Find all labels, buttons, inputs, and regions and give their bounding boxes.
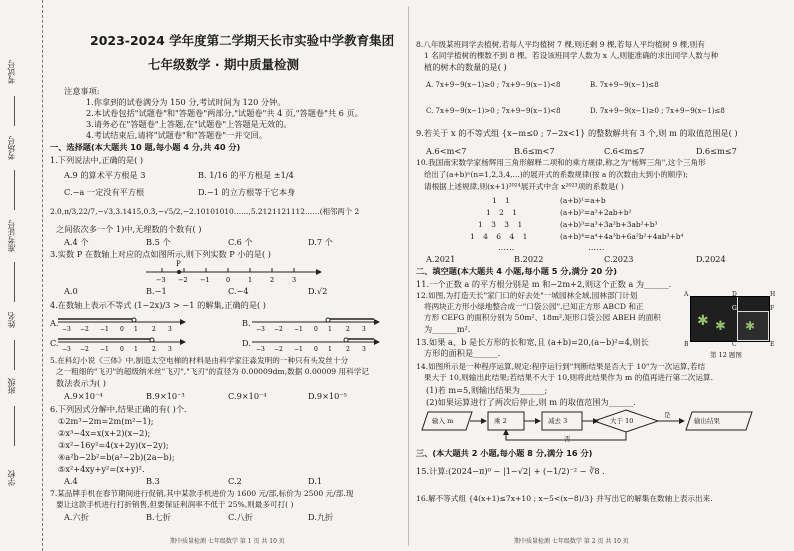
q1-option-d: D.−1 的立方根等于它本身 [198, 187, 296, 197]
q8-option-d: D. 7x+9−9(x−1)≥0 ; 7x+9−9(x−1)≤8 [590, 107, 725, 115]
q4-option-a-line [58, 314, 188, 332]
svg-text:−3: −3 [62, 346, 71, 353]
plant-icon: ✱ [715, 319, 726, 334]
svg-text:−2: −2 [274, 326, 283, 333]
expansion-dots: …… [588, 242, 605, 252]
q6-option-a: A.4 [64, 476, 78, 486]
q3-number-line [146, 262, 326, 284]
q2-option-c: C.6 个 [228, 237, 253, 247]
note-4: 4.考试结束后,请将"试题卷"和"答题卷"一并交回。 [86, 130, 268, 140]
q2-stem: 2.0,π/3,22/7,−√3,3.1415,0.3̇,−√5/2,−2.10101010……,5.2121121112……(相邻两个 2 [50, 207, 360, 216]
svg-text:1: 1 [134, 326, 138, 333]
svg-text:3: 3 [168, 326, 172, 333]
q4-option-d-line [252, 334, 382, 352]
name-field: 姓名 [7, 312, 16, 328]
q8-option-a: A. 7x+9−9(x−1)≥0 ; 7x+9−9(x−1)<8 [426, 81, 561, 89]
section-3-heading: 三、(本大题共 2 小题,每小题 8 分,满分 16 分) [416, 448, 593, 458]
svg-text:1: 1 [248, 276, 253, 284]
triangle-row-3: 1 3 3 1 [478, 220, 526, 229]
flow-multiply: 乘 2 [494, 417, 507, 425]
q4-stem: 4.在数轴上表示不等式 (1−2x)/3 > −1 的解集,正确的是( ) [50, 300, 266, 310]
q12-stem-2: 将两块正方形小绿地整合成一"口袋公园".已知正方形 ABCD 和正 [424, 302, 644, 311]
q12-stem-4: 为______m². [424, 324, 471, 334]
notes-header: 注意事项: [64, 86, 100, 96]
binding-strip [0, 0, 43, 551]
svg-text:−1: −1 [294, 326, 303, 333]
flow-no: 否 [564, 435, 571, 443]
q10-option-a: A.2021 [426, 254, 456, 264]
svg-text:0: 0 [314, 346, 318, 353]
svg-text:2: 2 [346, 326, 350, 333]
section-1-heading: 一、选择题(本大题共 10 题,每小题 4 分,共 40 分) [50, 142, 241, 152]
triangle-dots: …… [498, 242, 515, 252]
name-line [14, 340, 15, 370]
q14-part-1: (1)若 m=5,则输出结果为______; [426, 385, 548, 395]
q5-stem-3: 数法表示为( ) [56, 378, 106, 388]
section-2-heading: 二、填空题(本大题共 4 小题,每小题 5 分,满分 20 分) [416, 266, 617, 276]
q8-stem: 8.八年级某班同学去植树,若每人平均植树 7 棵,则还剩 9 棵,若每人平均植树 9 棵,则有 [416, 40, 705, 49]
q2-option-a: A.4 个 [64, 237, 89, 247]
q4-label-d: D. [242, 338, 251, 348]
svg-text:−1: −1 [200, 276, 210, 284]
svg-text:−1: −1 [100, 346, 109, 353]
q14-stem-2: 果大于 10,则输出此结果;若结果不大于 10,则将此结果作为 m 的值再进行第二次运算. [424, 373, 713, 382]
svg-text:0: 0 [120, 346, 124, 353]
triangle-row-2: 1 2 1 [486, 208, 521, 217]
q11-stem: 11.一个正数 a 的平方根分别是 m 和−2m+2,则这个正数 a 为______. [416, 279, 672, 289]
svg-text:−3: −3 [156, 276, 166, 284]
expansion-2: (a+b)²=a²+2ab+b² [560, 208, 632, 217]
q7-option-b: B.七折 [146, 512, 171, 522]
expansion-1: (a+b)¹=a+b [560, 196, 606, 205]
svg-text:0: 0 [314, 326, 318, 333]
q9-option-a: A.6<m<7 [426, 146, 467, 156]
q7-option-d: D.九折 [308, 512, 334, 522]
q7-stem-2: 要让这款手机进行打折销售,但要保证利润率不低于 25%,则最多可打( ) [56, 500, 294, 509]
q13-stem-2: 方形的面积是______. [424, 348, 501, 358]
q1-option-a: A.9 的算术平方根是 3 [64, 170, 146, 180]
q5-option-c: C.9×10⁻⁴ [228, 391, 267, 401]
right-footer: 期中质量检测 七年级数学 第 2 页 共 10 页 [514, 538, 629, 545]
svg-text:−2: −2 [274, 346, 283, 353]
expansion-3: (a+b)³=a³+3a²b+3ab²+b³ [560, 220, 658, 229]
q14-stem: 14.如图所示是一种程序运算,规定:程序运行到"判断结果是否大于 10"为一次运算,若结 [416, 362, 706, 371]
q1-option-b: B. 1/16 的平方根是 ±1/4 [198, 170, 294, 180]
exam-room-line [14, 170, 15, 210]
q6-option-c: C.2 [228, 476, 242, 486]
page-divider [408, 6, 409, 546]
fig-label-g: G [732, 305, 737, 312]
flow-input: 输入 m [432, 417, 454, 425]
q13-stem: 13.如果 a、b 是长方形的长和宽,且 (a+b)=20,(a−b)²=4,则长 [416, 337, 649, 347]
q5-stem: 5.在科幻小说《三体》中,制造太空电梯的材料是由科学家汪淼发明的一种只有头发丝十分 [50, 356, 349, 365]
q4-label-a: A. [50, 318, 59, 328]
plant-icon: ✱ [745, 319, 756, 333]
svg-text:0: 0 [226, 276, 231, 284]
class-field: 班级 [7, 378, 16, 394]
q9-option-d: D.6≤m≤7 [696, 146, 737, 156]
note-3: 3.请务必在"答题卷"上答题,在"试题卷"上答题是无效的。 [86, 119, 292, 129]
svg-text:2: 2 [152, 326, 156, 333]
expansion-4: (a+b)⁴=a⁴+4a³b+6a²b²+4ab³+b⁴ [560, 232, 684, 241]
fig-label-e: E [770, 341, 775, 348]
q15-stem: 15.计算:(2024−π)⁰ − |1−√2| + (−1/2)⁻² − ∛8 . [416, 466, 605, 476]
admission-line [14, 262, 15, 302]
q7-option-a: A.六折 [64, 512, 89, 522]
q16-stem: 16.解不等式组 {4(x+1)≤7x+10 ; x−5<(x−8)/3} 并写出它的解集在数轴上表示出来. [416, 494, 713, 503]
svg-text:−3: −3 [62, 326, 71, 333]
svg-text:2: 2 [346, 346, 350, 353]
q8-stem-3: 植的树木的数量的是( ) [424, 62, 507, 72]
q4-option-b-line [252, 314, 382, 332]
q10-option-c: C.2023 [604, 254, 634, 264]
svg-text:−3: −3 [256, 326, 265, 333]
flow-yes: 是 [664, 411, 671, 419]
q3-option-a: A.0 [64, 286, 78, 296]
svg-text:2: 2 [270, 276, 275, 284]
left-page [46, 0, 406, 551]
svg-text:2: 2 [152, 346, 156, 353]
q6-item-3: ③x²−16y²=4(x+2y)(x−2y); [58, 440, 169, 450]
q10-option-d: D.2024 [696, 254, 726, 264]
svg-text:3: 3 [362, 346, 366, 353]
q2-option-b: B.5 个 [146, 237, 171, 247]
q1-stem: 1.下列说法中,正确的是( ) [50, 155, 144, 165]
svg-text:−1: −1 [100, 326, 109, 333]
svg-text:1: 1 [134, 346, 138, 353]
svg-text:−2: −2 [80, 326, 89, 333]
q2-stem-cont: 之间依次多一个 1)中,无理数的个数有( ) [56, 224, 202, 234]
svg-text:3: 3 [362, 326, 366, 333]
q3-stem: 3.实数 P 在数轴上对应的点如图所示,则下列实数 P 小的是( ) [50, 249, 271, 259]
svg-text:3: 3 [168, 346, 172, 353]
triangle-row-4: 1 4 6 4 1 [470, 232, 531, 241]
q6-item-1: ①2m³−2m=2m(m²−1); [58, 416, 154, 426]
exam-room-field: 考场号 [7, 136, 16, 160]
q5-option-a: A.9×10⁻⁴ [64, 391, 103, 401]
q8-option-c: C. 7x+9−9(x−1)>0 ; 7x+9−9(x−1)<8 [426, 107, 561, 115]
fig-label-c: C [732, 341, 737, 348]
note-2: 2.本试卷包括"试题卷"和"答题卷"两部分,"试题卷"共 4 页,"答题卷"共 6 页。 [86, 108, 363, 118]
exam-id-line [14, 96, 15, 126]
flow-decision: 大于 10 [610, 417, 634, 425]
q10-stem: 10.我国南宋数学家杨辉用三角形解释二项和的乘方规律,称之为"杨辉三角",这个三角形 [416, 158, 706, 167]
q7-option-c: C.八折 [228, 512, 253, 522]
flow-subtract: 减去 3 [548, 417, 568, 425]
q8-option-b: B. 7x+9−9(x−1)≤8 [590, 81, 659, 89]
svg-text:1: 1 [328, 346, 332, 353]
q6-item-5: ⑤x²+4xy+y²=(x+y)². [58, 464, 145, 474]
q6-option-b: B.3 [146, 476, 160, 486]
q10-stem-2: 给出了(a+b)ⁿ(n=1,2,3,4,…)的展开式的系数规律(按 a 的次数由大到小的顺序); [424, 170, 688, 179]
q3-option-c: C.−4 [228, 286, 249, 296]
q5-option-b: B.9×10⁻³ [146, 391, 185, 401]
left-footer: 期中质量检测 七年级数学 第 1 页 共 10 页 [170, 538, 285, 545]
q8-stem-2: 1 名同学植树的棵数不到 8 棵。若设该班同学人数为 x 人,则能准确的求出同学人数与种 [424, 51, 719, 60]
right-page [414, 0, 790, 551]
q3-option-d: D.√2 [308, 286, 328, 296]
fig-label-b: B [684, 341, 689, 348]
q4-option-c-line [58, 334, 188, 352]
q12-stem-3: 方形 CEFG 的面积分别为 50m²、18m²,矩形口袋公园 ABEH 的面积 [424, 313, 661, 322]
q10-option-b: B.2022 [514, 254, 544, 264]
q10-stem-3: 请根据上述规律,则(x+1)²⁰²⁴展开式中含 x²⁰²³项的系数是( ) [424, 182, 624, 191]
fig-caption: 第 12 题图 [710, 351, 742, 359]
exam-title: 2023-2024 学年度第二学期天长市实验中学教育集团 [90, 33, 395, 48]
q6-stem: 6.下列因式分解中,结果正确的有( )个. [50, 404, 187, 414]
q3-option-b: B.−1 [146, 286, 167, 296]
q6-item-2: ②x³−4x=x(x+2)(x−2); [58, 428, 151, 438]
svg-text:−2: −2 [178, 276, 188, 284]
plant-icon: ✱ [697, 313, 709, 329]
q12-stem: 12.如图,为打造天长"家门口的好去处"一城园林全域,园林部门计划 [416, 291, 638, 300]
q1-option-c: C.−a 一定没有平方根 [64, 187, 145, 197]
class-line [14, 406, 15, 446]
school-field: 学校 [7, 470, 16, 486]
svg-text:0: 0 [120, 326, 124, 333]
fig-label-h: H [770, 291, 776, 298]
q9-option-b: B.6≤m<7 [514, 146, 555, 156]
q9-option-c: C.6<m≤7 [604, 146, 645, 156]
svg-text:−1: −1 [294, 346, 303, 353]
svg-text:−3: −3 [256, 346, 265, 353]
exam-id-field: 考试号 [7, 60, 16, 84]
q7-stem: 7.某品牌手机在春节期间进行促销,其中某款手机进价为 1600 元/部,标价为 2500 元/部.现 [50, 489, 354, 498]
q6-option-d: D.1 [308, 476, 323, 486]
q14-part-2: (2)如果运算进行了两次后停止,则 m 的取值范围为______. [426, 397, 636, 407]
svg-text:−2: −2 [80, 346, 89, 353]
flow-output: 输出结果 [694, 417, 720, 425]
q9-stem: 9.若关于 x 的不等式组 {x−m≤0 ; 7−2x<1} 的整数解共有 3 个,则 m 的取值范围是( ) [416, 128, 738, 138]
q6-item-4: ④a²b−2b²=b(a²−2b)(2a−b); [58, 452, 175, 462]
note-1: 1.你拿到的试卷满分为 150 分,考试时间为 120 分钟。 [86, 97, 286, 107]
fig-label-f: F [770, 305, 775, 312]
svg-text:P: P [176, 260, 181, 268]
exam-subtitle: 七年级数学 · 期中质量检测 [148, 57, 299, 72]
fig-label-a: A [684, 291, 689, 298]
q5-stem-2: 之一粗细的"飞刃"的超级纳米丝"飞刃","飞刃"的直径为 0.00009dm,数据 0.00009 用科学记 [56, 367, 369, 376]
q2-option-d: D.7 个 [308, 237, 333, 247]
admission-no-field: 准考证号 [7, 220, 16, 252]
fig-label-d: D [732, 291, 737, 298]
q4-label-b: B. [242, 318, 251, 328]
svg-text:1: 1 [328, 326, 332, 333]
svg-text:3: 3 [292, 276, 297, 284]
triangle-row-1: 1 1 [492, 196, 513, 205]
q5-option-d: D.9×10⁻⁵ [308, 391, 347, 401]
q12-figure [690, 296, 770, 342]
q4-label-c: C. [50, 338, 59, 348]
